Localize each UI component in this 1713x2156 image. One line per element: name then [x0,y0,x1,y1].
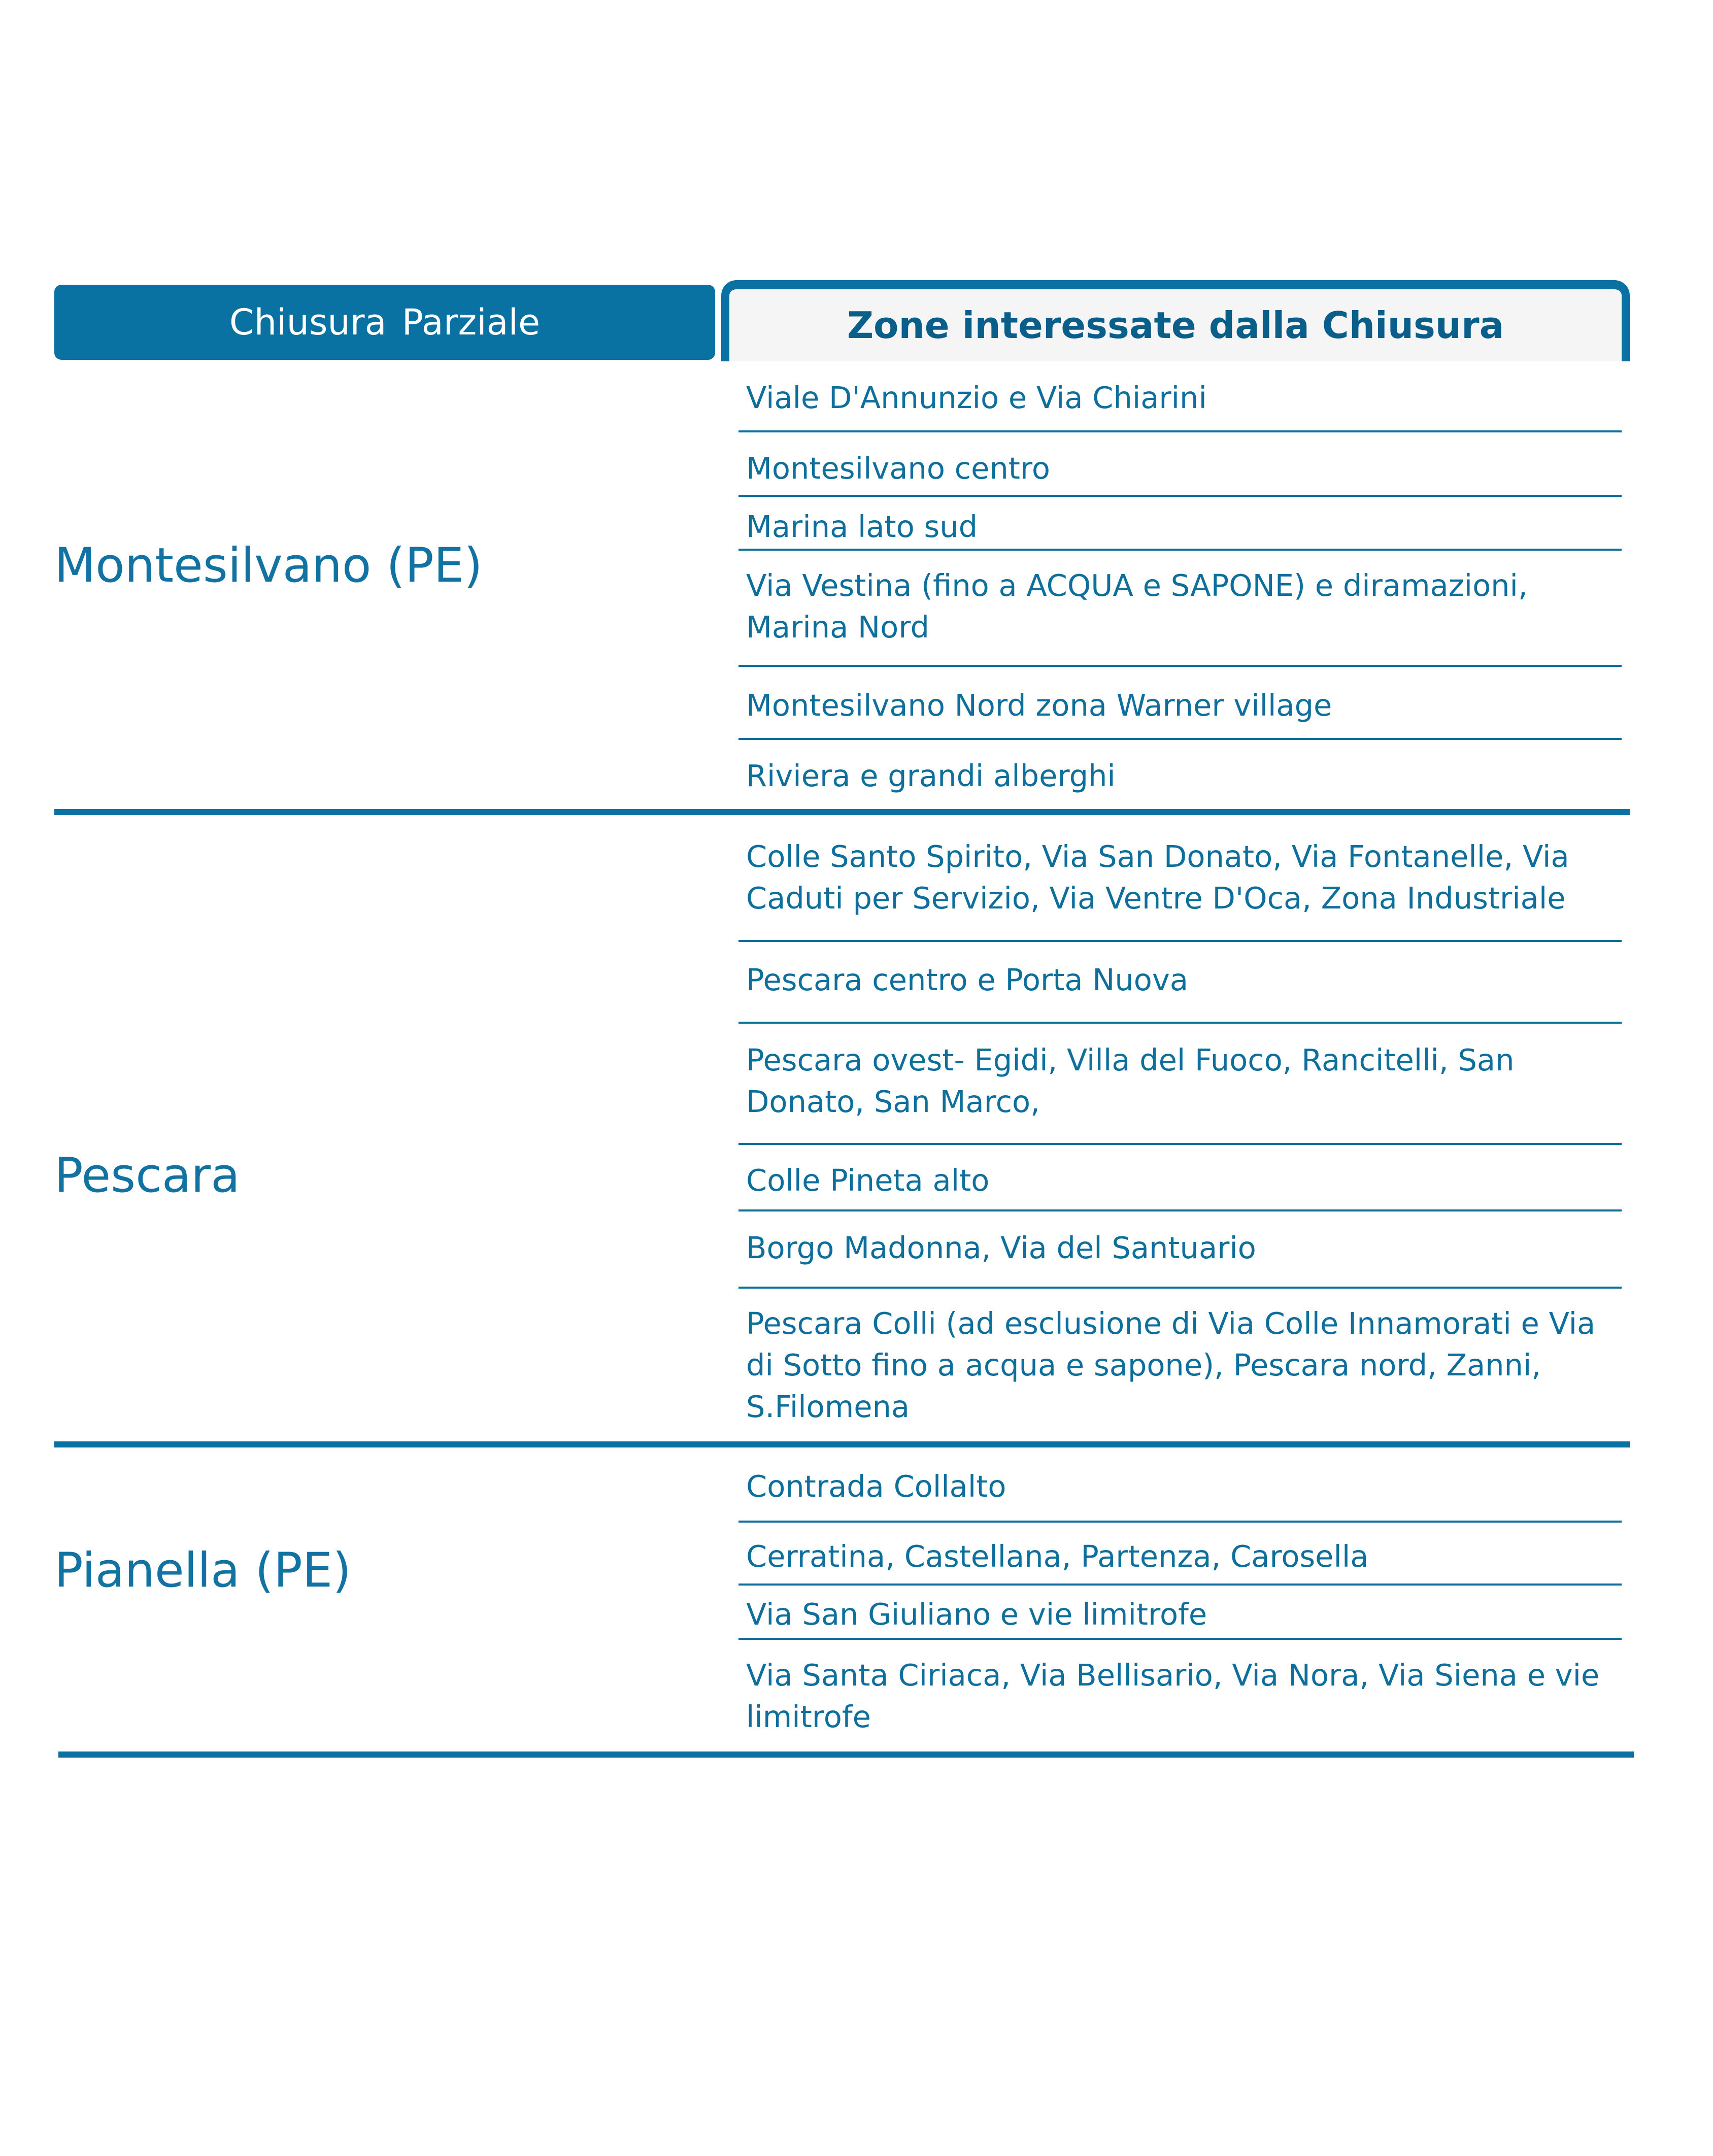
row-divider [738,1638,1622,1640]
row-divider [738,549,1622,551]
zone-item: Pescara centro e Porta Nuova [746,962,1188,997]
column-header-chiusura-parziale: Chiusura Parziale [54,285,715,360]
row-divider [738,1143,1622,1145]
group-divider [54,809,1630,815]
zone-item: Montesilvano centro [746,451,1050,486]
row-divider [738,1521,1622,1523]
row-divider [738,430,1622,432]
zone-item: Contrada Collalto [746,1469,1006,1504]
column-header-zone-interessate: Zone interessate dalla Chiusura [721,280,1630,361]
row-divider [738,1209,1622,1211]
zone-item: Via San Giuliano e vie limitrofe [746,1597,1207,1632]
zone-item: Via Santa Ciriaca, Via Bellisario, Via Nora, Via Siena e vie limitrofe [746,1658,1600,1734]
group-divider [54,1441,1630,1447]
zone-item: Colle Pineta alto [746,1163,990,1198]
zone-item: Via Vestina (fino a ACQUA e SAPONE) e diramazioni, Marina Nord [746,568,1528,645]
row-divider [738,665,1622,667]
row-divider [738,940,1622,942]
zone-item: Cerratina, Castellana, Partenza, Carosella [746,1539,1369,1574]
table-bottom-rule [58,1751,1634,1758]
row-divider [738,1287,1622,1289]
row-divider [738,495,1622,497]
city-label-montesilvano: Montesilvano (PE) [54,538,483,593]
zone-item: Marina lato sud [746,509,978,544]
zone-item: Montesilvano Nord zona Warner village [746,688,1332,723]
zone-item: Colle Santo Spirito, Via San Donato, Via Fontanelle, Via Caduti per Servizio, Via Ventre D'Oca, Zona Industriale [746,839,1569,916]
city-label-pianella: Pianella (PE) [54,1543,351,1598]
zone-item: Pescara ovest- Egidi, Villa del Fuoco, Rancitelli, San Donato, San Marco, [746,1042,1515,1119]
zone-item: Pescara Colli (ad esclusione di Via Colle Innamorati e Via di Sotto fino a acqua e sapone), Pescara nord, Zanni, S.Filomena [746,1306,1596,1424]
city-label-pescara: Pescara [54,1148,240,1203]
zone-item: Riviera e grandi alberghi [746,758,1116,793]
row-divider [738,1022,1622,1024]
row-divider [738,1584,1622,1586]
row-divider [738,738,1622,740]
zone-item: Borgo Madonna, Via del Santuario [746,1230,1256,1265]
zone-item: Viale D'Annunzio e Via Chiarini [746,380,1207,415]
